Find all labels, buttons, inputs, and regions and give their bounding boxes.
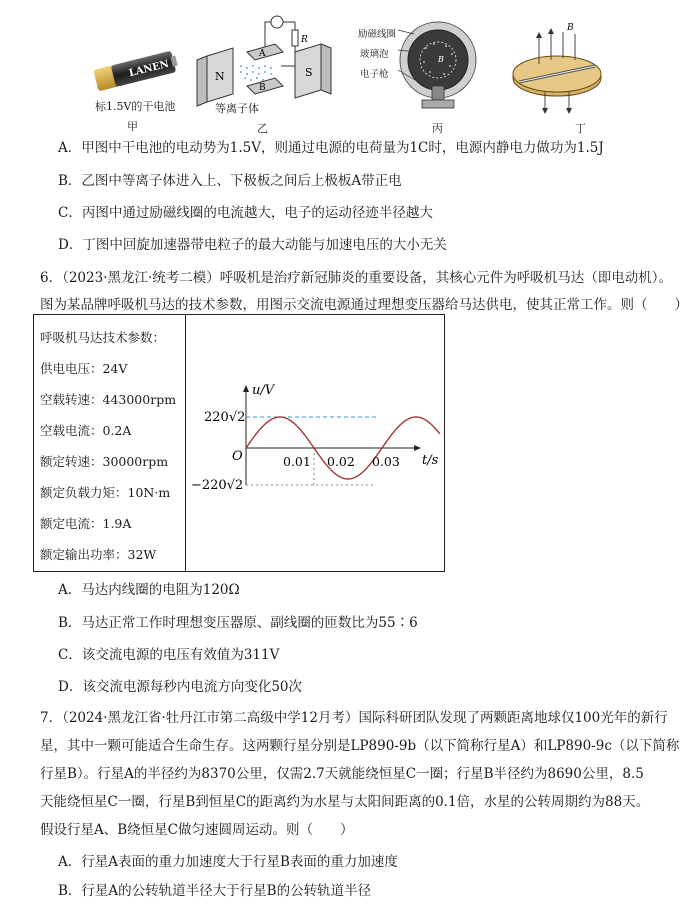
- plasma-label: 等离子体: [215, 102, 259, 115]
- resistor-label: R: [301, 35, 308, 45]
- battery-brand: LANEN: [127, 58, 171, 80]
- plate-a-label: A: [259, 49, 266, 59]
- x-axis-arrow: [414, 445, 421, 451]
- param-noload-current: 空载电流：0.2A: [40, 423, 132, 438]
- param-noload-speed: 空载转速：443000rpm: [40, 392, 177, 407]
- magnet-n-label: N: [215, 70, 225, 83]
- mhd-generator-diagram: [195, 8, 335, 113]
- coil-label: 励磁线圈: [358, 29, 397, 40]
- figure-yi: [195, 8, 335, 136]
- q7-stem-line5: 假设行星A、B绕恒星C做匀速圆周运动。则（ ）: [40, 822, 354, 838]
- figure-label-yi: 乙: [257, 122, 268, 135]
- param-rated-speed: 额定转速：30000rpm: [40, 454, 169, 469]
- param-rated-current: 额定电流：1.9A: [40, 516, 132, 531]
- q7-stem-line3: 行星B）。行星A的半径约为8370公里，仅需2.7天就能绕恒星C一圈；行星B半径约为8690公里，8.5: [40, 766, 644, 782]
- q6-option-a: A．马达内线圈的电阻为120Ω: [58, 582, 240, 598]
- figure-label-bing: 丙: [432, 122, 443, 135]
- magnet-s-label: S: [305, 66, 313, 79]
- figure-bing: [358, 18, 478, 136]
- y-axis-arrow: [243, 385, 249, 392]
- q5-option-c: C．丙图中通过励磁线圈的电流越大，电子的运动径迹半径越大: [58, 205, 433, 221]
- xtick-0.02: 0.02: [327, 454, 355, 469]
- figure-label-ding: 丁: [575, 122, 586, 135]
- q6-option-b: B．马达正常工作时理想变压器原、副线圈的匝数比为55∶6: [58, 615, 418, 631]
- battery-caption: 标1.5V的干电池: [95, 100, 176, 113]
- ac-voltage-graph: [186, 380, 442, 500]
- params-title: 呼吸机马达技术参数：: [40, 330, 166, 345]
- q7-option-a: A．行星A表面的重力加速度大于行星B表面的重力加速度: [58, 854, 398, 870]
- q7-stem-line1: 7．（2024·黑龙江省·牡丹江市第二高级中学12月考）国际科研团队发现了两颗距离地球仅100光年的新行: [40, 710, 668, 726]
- battery-image: [85, 40, 185, 100]
- q5-option-d: D．丁图中回旋加速器带电粒子的最大动能与加速电压的大小无关: [58, 237, 447, 253]
- ammeter-icon: [271, 16, 283, 28]
- cyclotron-diagram: [505, 20, 615, 120]
- y-axis-label: u/V: [252, 383, 275, 398]
- ymax-label: 220√2: [204, 410, 246, 425]
- field-b-label: B: [567, 23, 574, 33]
- origin-label: O: [232, 449, 243, 464]
- param-rated-torque: 额定负载力矩：10N·m: [40, 485, 171, 500]
- q6-option-d: D．该交流电源每秒内电流方向变化50次: [58, 679, 303, 695]
- q5-option-b: B．乙图中等离子体进入上、下极板之间后上极板A带正电: [58, 173, 402, 189]
- xtick-0.01: 0.01: [283, 454, 311, 469]
- figure-jia: [85, 40, 185, 135]
- bulb-label: 玻璃泡: [360, 49, 389, 60]
- figure-label-jia: 甲: [127, 120, 138, 133]
- q6-stem-line2: 图为某品牌呼吸机马达的技术参数，用图示交流电源通过理想变压器给马达供电，使其正常工作。则（ ）: [40, 297, 688, 313]
- q7-stem-line2: 星，其中一颗可能适合生命生存。这两颗行星分别是LP890-9b（以下简称行星A）和LP890-9c（以下简称: [40, 738, 680, 754]
- param-supply-voltage: 供电电压：24V: [40, 361, 128, 376]
- x-axis-label: t/s: [422, 453, 439, 468]
- plate-b-label: B: [259, 83, 266, 93]
- xtick-0.03: 0.03: [372, 454, 400, 469]
- param-rated-power: 额定输出功率：32W: [40, 547, 157, 562]
- q7-option-b: B．行星A的公转轨道半径大于行星B的公转轨道半径: [58, 883, 372, 899]
- figure-ding: [505, 20, 615, 136]
- q5-option-a: A．甲图中干电池的电动势为1.5V，则通过电源的电荷量为1C时，电源内静电力做功为1.5J: [58, 140, 604, 156]
- ymin-label: −220√2: [191, 478, 244, 493]
- svg-text:B: B: [438, 55, 444, 64]
- q6-option-c: C．该交流电源的电压有效值为311V: [58, 647, 280, 663]
- electron-gun-label: 电子枪: [360, 69, 389, 80]
- q6-stem-line1: 6．（2023·黑龙江·统考二模）呼吸机是治疗新冠肺炎的重要设备，其核心元件为呼吸机马达（即电动机）。: [40, 270, 673, 286]
- q7-stem-line4: 天能绕恒星C一圈，行星B到恒星C的距离约为水星与太阳间距离的0.1倍，水星的公转周期约为88天。: [40, 794, 650, 810]
